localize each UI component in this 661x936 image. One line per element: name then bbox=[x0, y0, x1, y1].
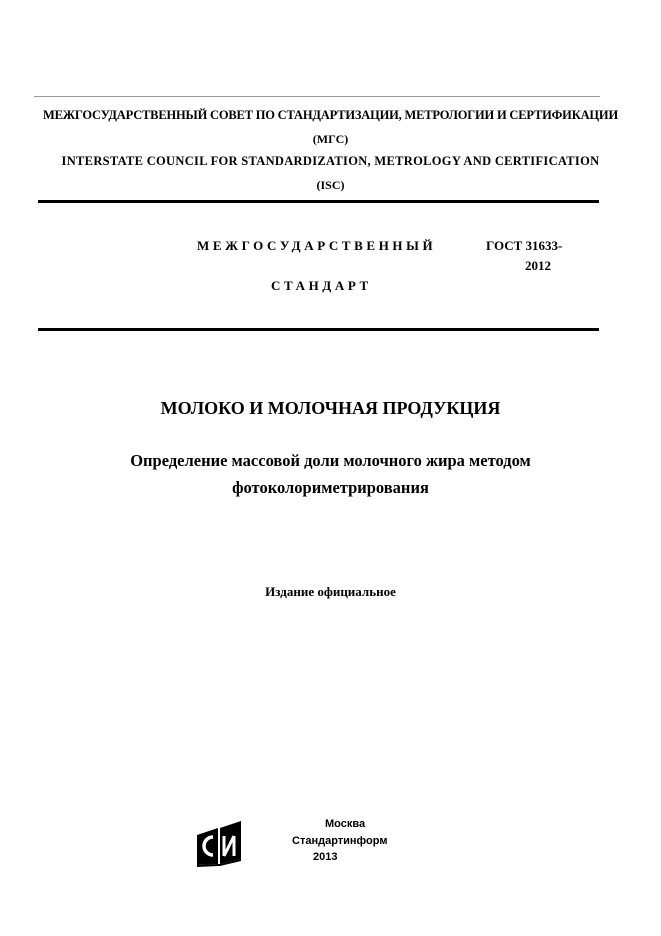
publication-year: 2013 bbox=[313, 851, 338, 863]
edition-label: Издание официальное bbox=[265, 584, 396, 599]
document-subtitle-line1: Определение массовой доли молочного жира методом bbox=[130, 451, 531, 470]
header-divider bbox=[38, 200, 599, 203]
council-abbr-ru: (МГС) bbox=[312, 132, 349, 146]
publisher-name: Стандартинформ bbox=[292, 835, 388, 847]
gost-year: 2012 bbox=[525, 258, 551, 273]
standard-divider bbox=[38, 328, 599, 331]
council-name-en: INTERSTATE COUNCIL FOR STANDARDIZATION, METROLOGY AND CERTIFICATION bbox=[61, 154, 600, 168]
standard-label-line1: МЕЖГОСУДАРСТВЕННЫЙ bbox=[197, 238, 437, 253]
council-abbr-en: (ISC) bbox=[316, 178, 345, 192]
top-thin-rule bbox=[34, 96, 600, 97]
council-name-ru: МЕЖГОСУДАРСТВЕННЫЙ СОВЕТ ПО СТАНДАРТИЗАЦИИ, МЕТРОЛОГИИ И СЕРТИФИКАЦИИ bbox=[43, 108, 618, 122]
document-title: МОЛОКО И МОЛОЧНАЯ ПРОДУКЦИЯ bbox=[160, 398, 501, 418]
publisher-city: Москва bbox=[325, 818, 366, 830]
document-subtitle-line2: фотоколориметрирования bbox=[232, 478, 429, 497]
gost-number: ГОСТ 31633- bbox=[486, 238, 563, 253]
standard-label-line2: СТАНДАРТ bbox=[271, 278, 372, 293]
standartinform-logo-icon bbox=[194, 819, 244, 867]
